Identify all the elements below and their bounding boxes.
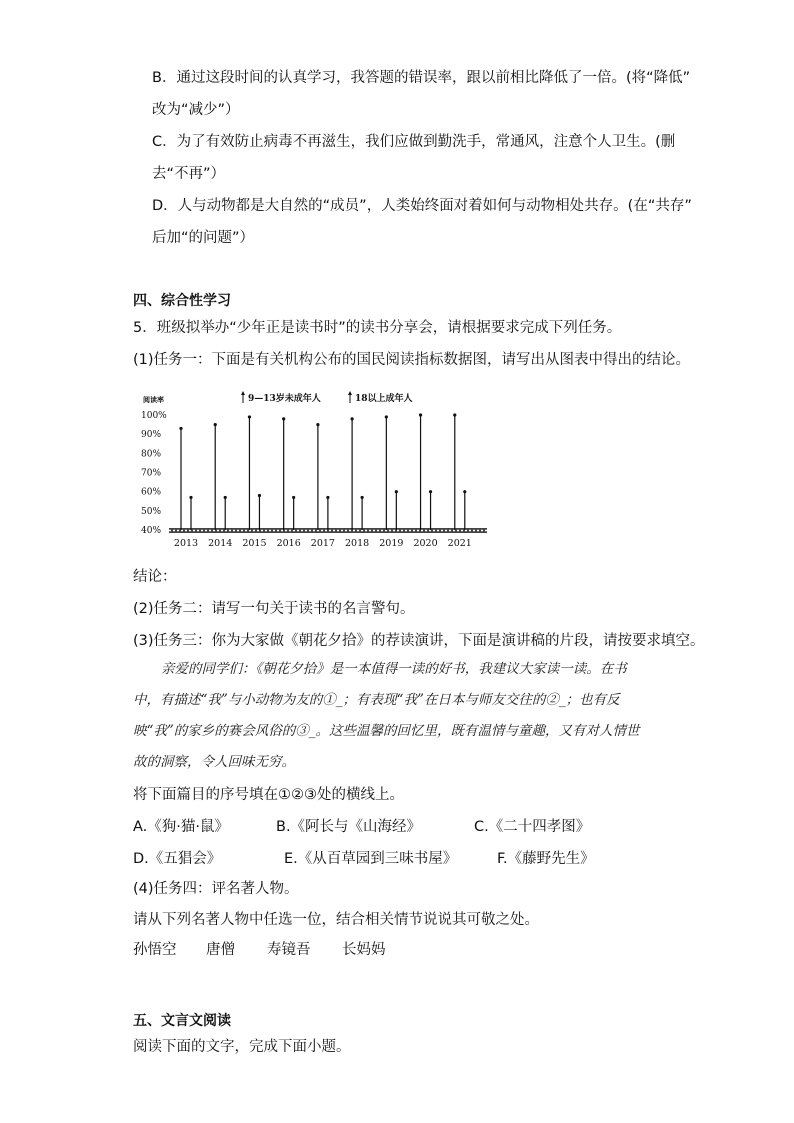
choice-c: C.《二十四孝图》 [474, 819, 591, 835]
option-d-line2: 后加“的问题”） [152, 230, 255, 246]
choice-a: A.《狗·猫·鼠》 [133, 819, 229, 835]
section5-heading: 五、文言文阅读 [133, 1013, 231, 1029]
y-tick-label: 80% [141, 449, 162, 460]
task4-instruction: 请从下列名著人物中任选一位，结合相关情节说说其可敬之处。 [133, 912, 539, 928]
y-tick-label: 90% [141, 430, 162, 441]
point-2015-1 [258, 494, 261, 497]
x-tick-label: 2019 [379, 538, 404, 549]
legend-arrow [348, 391, 352, 395]
point-2016-1 [292, 496, 295, 499]
point-2020-1 [429, 490, 432, 493]
character-name: 寿镜吾 [267, 942, 311, 958]
point-2013-1 [189, 496, 192, 499]
section4-heading: 四、综合性学习 [133, 293, 231, 309]
point-2020-0 [419, 413, 422, 416]
character-name: 唐僧 [206, 942, 235, 958]
choice-b: B.《阿长与《山海经》 [276, 819, 422, 835]
point-2014-1 [224, 496, 227, 499]
point-2021-1 [463, 490, 466, 493]
point-2017-1 [326, 496, 329, 499]
x-tick-label: 2016 [276, 538, 301, 549]
x-tick-label: 2017 [310, 538, 335, 549]
option-c-line1: C．为了有效防止病毒不再滋生，我们应做到勤洗手，常通风，注意个人卫生。(删 [152, 134, 676, 150]
y-tick-label: 50% [141, 506, 162, 517]
fill-instruction: 将下面篇目的序号填在①②③处的横线上。 [133, 787, 404, 803]
point-2018-1 [361, 496, 364, 499]
y-tick-label: 70% [141, 468, 162, 479]
point-2015-0 [248, 415, 251, 418]
y-tick-label: 60% [141, 487, 162, 498]
choice-d: D.《五猖会》 [133, 851, 222, 867]
speech-passage: 亲爱的同学们：《朝花夕拾》是一本值得一读的好书，我建议大家读一读。在书中，有描述“我”与小动物为友的①_；有表现“我”在日本与师友交往的②_；也有反映“我”的家乡的赛会风俗的③_。这些温馨的回忆里，既有温情与童趣，又有对人情世故的洞察，令人回味无穷。 [133, 661, 640, 770]
option-b-line1: B．通过这段时间的认真学习，我答题的错误率，跟以前相比降低了一倍。(将“降低” [152, 70, 691, 86]
point-2019-1 [395, 490, 398, 493]
option-c-line2: 去“不再”） [152, 166, 226, 182]
point-2014-0 [214, 423, 217, 426]
choice-f: F.《藤野先生》 [497, 851, 595, 867]
task3: (3)任务三：你为大家做《朝花夕拾》的荐读演讲，下面是演讲稿的片段，请按要求填空。 [133, 633, 705, 649]
conclusion-label: 结论： [133, 569, 177, 585]
legend-label: 9—13岁未成年人 [248, 394, 321, 404]
choice-e: E.《从百草园到三味书屋》 [284, 851, 458, 867]
y-tick-label: 40% [141, 526, 162, 536]
character-name: 孙悟空 [133, 942, 177, 958]
legend-arrow [241, 391, 245, 395]
task4: (4)任务四：评名著人物。 [133, 881, 299, 897]
section5-instruction: 阅读下面的文字，完成下面小题。 [133, 1039, 351, 1055]
point-2019-0 [385, 415, 388, 418]
x-tick-label: 2014 [208, 538, 233, 549]
point-2018-0 [351, 417, 354, 420]
point-2016-0 [282, 417, 285, 420]
x-tick-label: 2018 [345, 538, 370, 549]
x-tick-label: 2015 [242, 538, 267, 549]
character-name: 长妈妈 [342, 942, 386, 958]
task1: (1)任务一：下面是有关机构公布的国民阅读指标数据图，请写出从图表中得出的结论。 [133, 352, 691, 368]
legend-label: 18以上成年人 [355, 394, 413, 404]
point-2021-0 [453, 413, 456, 416]
point-2013-0 [179, 427, 182, 430]
point-2017-0 [316, 423, 319, 426]
option-d-line1: D．人与动物都是大自然的“成员”，人类始终面对着如何与动物相处共存。(在“共存” [152, 198, 692, 214]
x-tick-label: 2020 [413, 538, 438, 549]
y-tick-label: 100% [141, 411, 167, 421]
y-axis-label: 阅读率 [143, 395, 164, 404]
x-tick-label: 2021 [447, 538, 472, 549]
task2: (2)任务二：请写一句关于读书的名言警句。 [133, 601, 415, 617]
option-b-line2: 改为“减少”） [152, 102, 240, 118]
reading-rate-chart [135, 385, 495, 555]
question-5: 5．班级拟举办“少年正是读书时”的读书分享会，请根据要求完成下列任务。 [133, 320, 622, 336]
x-tick-label: 2013 [173, 538, 199, 549]
